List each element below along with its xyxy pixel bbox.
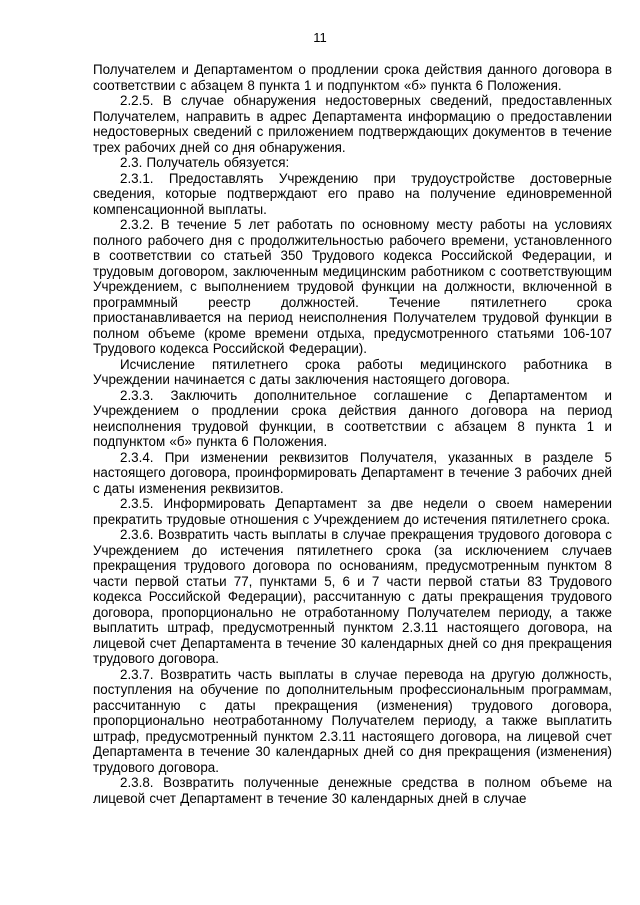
paragraph-2-3-3: 2.3.3. Заключить дополнительное соглашение с Департаментом и Учреждением о продлении срока действия данного договора на период неисполнения трудовой функции, в соответствии с абзацем 8 пункта 1 и подпунктом «б» пункта 6 Положения. [93, 387, 612, 449]
paragraph-2-3-1: 2.3.1. Предоставлять Учреждению при трудоустройстве достоверные сведения, которые подтверждают его право на получение единовременной компенсационной выплаты. [93, 170, 612, 217]
paragraph-2-3-4: 2.3.4. При изменении реквизитов Получателя, указанных в разделе 5 настоящего договора, проинформировать Департамент в течение 3 рабочих дней с даты изменения реквизитов. [93, 449, 612, 496]
paragraph-continuation: Получателем и Департаментом о продлении срока действия данного договора в соответствии с абзацем 8 пункта 1 и подпунктом «б» пункта 6 Положения. [93, 62, 612, 93]
page-number: 11 [313, 30, 327, 45]
paragraph-2-3-6: 2.3.6. Возвратить часть выплаты в случае прекращения трудового договора с Учреждением до истечения пятилетнего срока (за исключением случаев прекращения трудового договора по основаниям, предусмотренным пунктом 8 части первой статьи 77, пунктами 5, 6 и 7 части первой статьи 83 Трудового кодекса Российской Федерации), рассчитанную с даты прекращения трудового договора, пропорционально не отработанному Получателем периоду, а также выплатить штраф, предусмотренный пунктом 2.3.11 настоящего договора, на лицевой счет Департамента в течение 30 календарных дней со дня прекращения трудового договора. [93, 527, 612, 666]
document-body [93, 62, 612, 806]
paragraph-five-year-term: Исчисление пятилетнего срока работы медицинского работника в Учреждении начинается с даты заключения настоящего договора. [93, 356, 612, 387]
paragraph-2-2-5: 2.2.5. В случае обнаружения недостоверных сведений, предоставленных Получателем, направить в адрес Департамента информацию о предоставлении недостоверных сведений с приложением подтверждающих документов в течение трех рабочих дней со дня обнаружения. [93, 93, 612, 155]
paragraph-2-3-5: 2.3.5. Информировать Департамент за две недели о своем намерении прекратить трудовые отношения с Учреждением до истечения пятилетнего срока. [93, 496, 612, 527]
paragraph-2-3-8: 2.3.8. Возвратить полученные денежные средства в полном объеме на лицевой счет Департамент в течение 30 календарных дней в случае [93, 775, 612, 806]
paragraph-2-3-7: 2.3.7. Возвратить часть выплаты в случае перевода на другую должность, поступления на обучение по дополнительным профессиональным программам, рассчитанную с даты прекращения (изменения) трудового договора, пропорционально неотработанному Получателем периоду, а также выплатить штраф, предусмотренный пунктом 2.3.11 настоящего договора, на лицевой счет Департамента в течение 30 календарных дней со дня прекращения (изменения) трудового договора. [93, 666, 612, 775]
paragraph-2-3-heading: 2.3. Получатель обязуется: [120, 155, 290, 170]
paragraph-2-3-2: 2.3.2. В течение 5 лет работать по основному месту работы на условиях полного рабочего дня с продолжительностью рабочего времени, установленного в соответствии со статьей 350 Трудового кодекса Российской Федерации, и трудовым договором, заключенным медицинским работником с соответствующим Учреждением, с выполнением трудовой функции на должности, включенной в программный реестр должностей. Течение пятилетнего срока приостанавливается на период неисполнения Получателем трудовой функции в полном объеме (кроме времени отдыха, предусмотренного статьями 106-107 Трудового кодекса Российской Федерации). [93, 217, 612, 356]
